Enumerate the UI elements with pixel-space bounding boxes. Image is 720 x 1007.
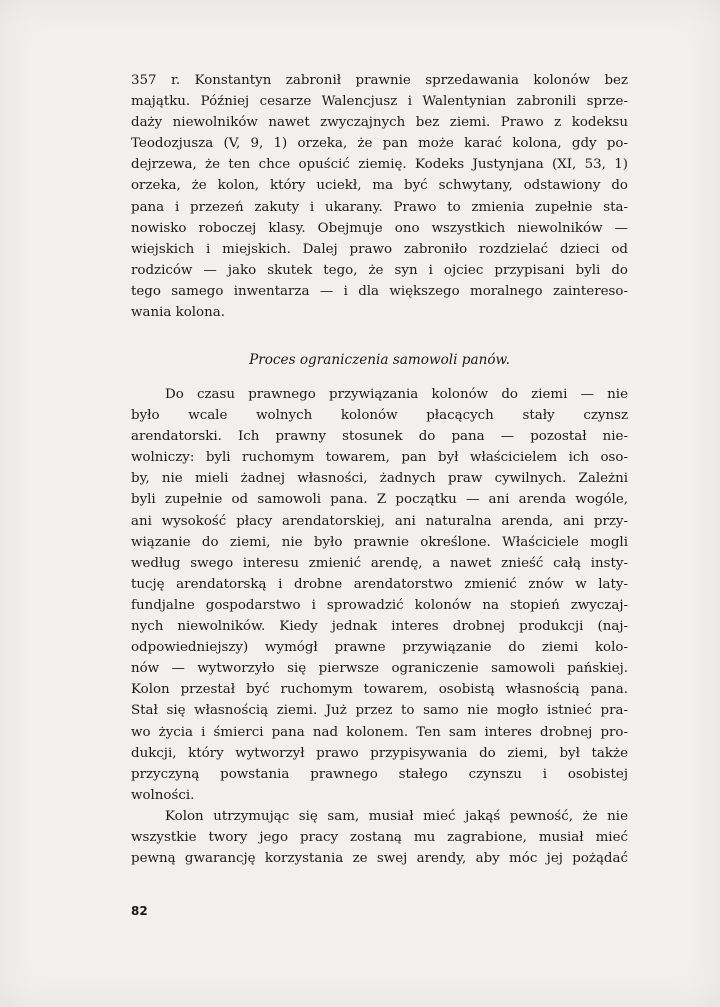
- text-line: Kolon przestał być ruchomym towarem, osobistą własnością pana.: [131, 682, 628, 698]
- paragraph-1: [131, 70, 628, 323]
- text-line: Do czasu prawnego przywiązania kolonów do ziemi — nie: [165, 387, 628, 402]
- text-line: by, nie mieli żadnej własności, żadnych praw cywilnych. Zależni: [131, 471, 628, 487]
- text-line: ani wysokość płacy arendatorskiej, ani naturalna arenda, ani przy-: [131, 513, 628, 529]
- text-line: pana i przezeń zakuty i ukarany. Prawo to zmienia zupełnie sta-: [131, 199, 628, 215]
- text-line: tego samego inwentarza — i dla większego moralnego zaintereso-: [131, 283, 628, 299]
- paragraph-2: [131, 384, 628, 869]
- text-line: odpowiedniejszy) wymógł prawne przywiązanie do ziemi kolo-: [131, 640, 628, 656]
- text-line: Kolon utrzymując się sam, musiał mieć jakąś pewność, że nie: [165, 808, 628, 824]
- text-line: wiejskich i miejskich. Dalej prawo zabroniło rozdzielać dzieci od: [131, 241, 628, 257]
- text-line: tucję arendatorską i drobne arendatorstwo zmienić znów w laty-: [131, 576, 628, 592]
- text-line: pewną gwarancję korzystania ze swej arendy, aby móc jej pożądać: [131, 851, 628, 867]
- text-line: byli zupełnie od samowoli pana. Z początku — ani arenda wogóle,: [131, 492, 628, 508]
- text-line: fundjalne gospodarstwo i sprowadzić kolonów na stopień zwyczaj-: [131, 597, 628, 613]
- text-line: 357 r. Konstantyn zabronił prawnie sprzedawania kolonów bez: [131, 73, 628, 88]
- text-line: wolniczy: byli ruchomym towarem, pan był właścicielem ich oso-: [131, 450, 628, 466]
- text-line: nych niewolników. Kiedy jednak interes drobnej produkcji (naj-: [131, 619, 628, 635]
- text-line: nów — wytworzyło się pierwsze ograniczenie samowoli pańskiej.: [131, 661, 628, 677]
- text-line: nowisko roboczej klasy. Obejmuje ono wszystkich niewolników —: [131, 220, 628, 236]
- text-line: wania kolona.: [131, 305, 225, 321]
- text-line: Teodozjusza (V, 9, 1) orzeka, że pan może karać kolona, gdy po-: [131, 136, 628, 152]
- section-title: Proces ograniczenia samowoli panów.: [249, 352, 510, 368]
- text-line: majątku. Później cesarze Walencjusz i Walentynian zabronili sprze-: [131, 94, 628, 110]
- text-line: było wcale wolnych kolonów płacących stały czynsz: [131, 408, 628, 424]
- text-line: wolności.: [131, 787, 195, 803]
- text-line: rodziców — jako skutek tego, że syn i ojciec przypisani byli do: [131, 262, 628, 278]
- page-number: 82: [131, 904, 148, 918]
- text-line: wiązanie do ziemi, nie było prawnie określone. Właściciele mogli: [131, 534, 628, 550]
- text-line: według swego interesu zmienić arendę, a nawet znieść całą insty-: [131, 555, 628, 571]
- text-line: daży niewolników nawet zwyczajnych bez ziemi. Prawo z kodeksu: [131, 115, 628, 131]
- text-line: wo życia i śmierci pana nad kolonem. Ten sam interes drobnej pro-: [131, 724, 628, 740]
- text-line: wszystkie twory jego pracy zostaną mu zagrabione, musiał mieć: [131, 829, 628, 845]
- text-line: orzeka, że kolon, który uciekł, ma być schwytany, odstawiony do: [131, 178, 628, 194]
- text-line: dukcji, który wytworzył prawo przypisywania do ziemi, był także: [131, 745, 628, 761]
- text-line: Stał się własnością ziemi. Już przez to samo nie mogło istnieć pra-: [131, 703, 628, 719]
- text-line: arendatorski. Ich prawny stosunek do pana — pozostał nie-: [131, 429, 628, 445]
- text-line: przyczyną powstania prawnego stałego czynszu i osobistej: [131, 766, 628, 782]
- text-line: dejrzewa, że ten chce opuścić ziemię. Kodeks Justynjana (XI, 53, 1): [131, 157, 628, 173]
